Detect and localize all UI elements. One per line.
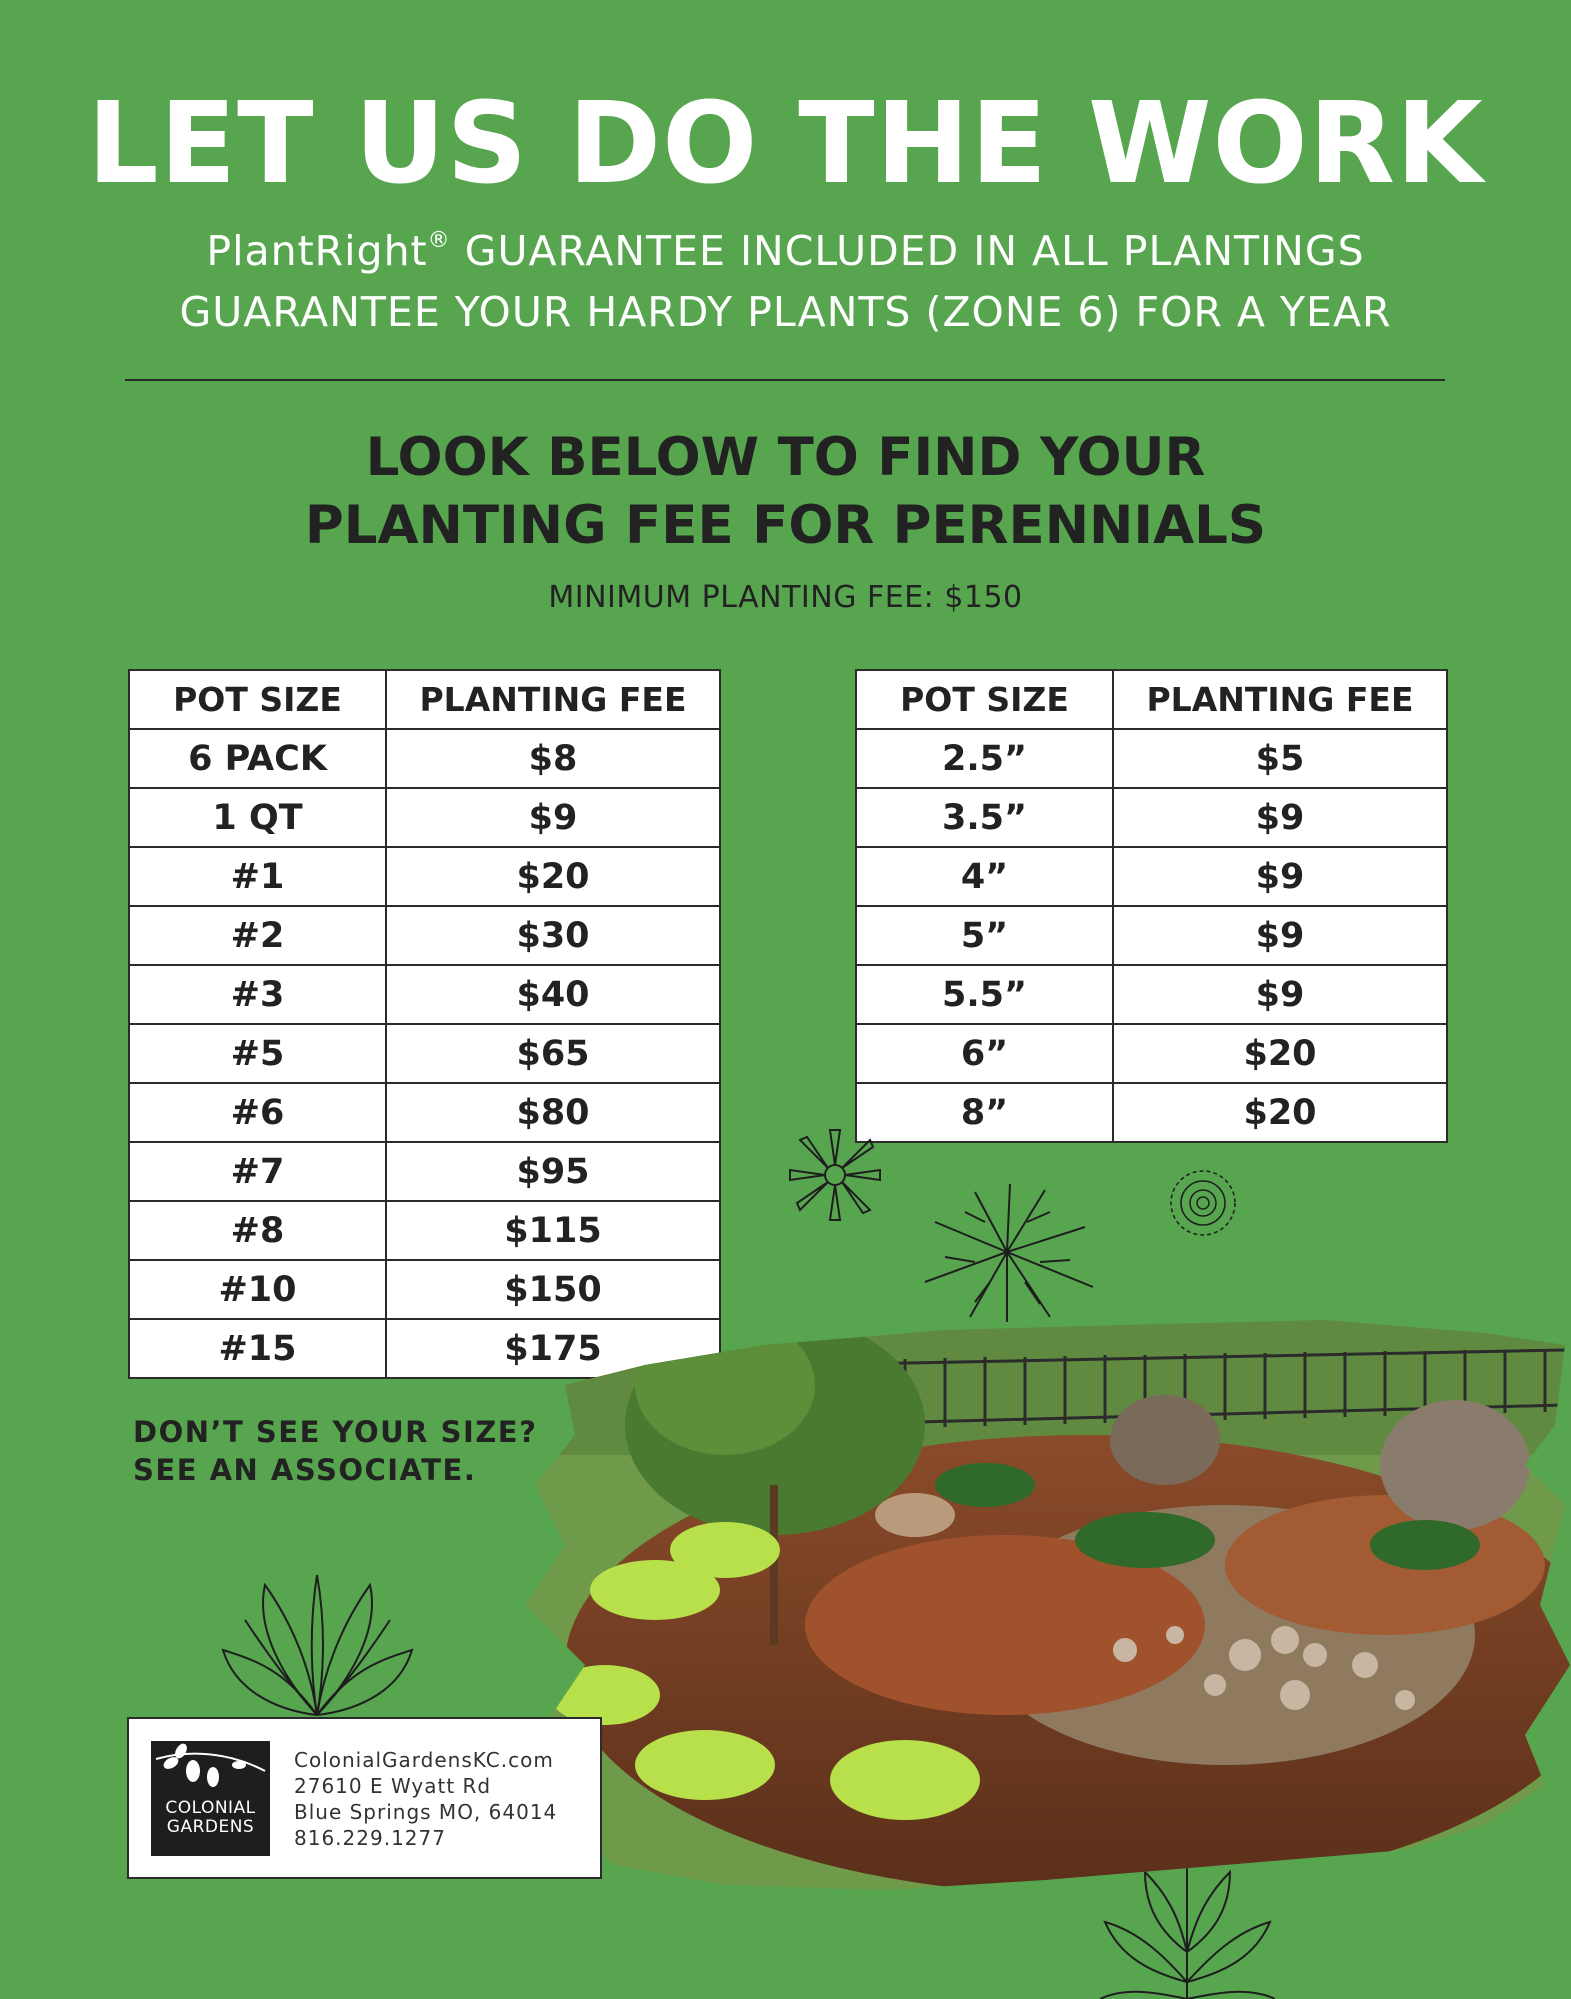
guarantee-line-1-text: GUARANTEE INCLUDED IN ALL PLANTINGS (464, 227, 1365, 275)
table-row (856, 847, 1447, 906)
page-headline: LET US DO THE WORK (87, 79, 1484, 209)
planting-fee-cell: $30 (386, 906, 720, 965)
table-row (129, 965, 720, 1024)
header-pot-size: POT SIZE (129, 670, 386, 729)
pot-size-cell: #6 (129, 1083, 386, 1142)
minimum-fee: MINIMUM PLANTING FEE: $150 (548, 580, 1023, 615)
colonial-gardens-logo (151, 1741, 270, 1856)
table-row (129, 1142, 720, 1201)
pot-size-cell: 4” (856, 847, 1113, 906)
planting-fee-cell: $9 (1113, 788, 1447, 847)
pot-size-cell: #15 (129, 1319, 386, 1378)
pot-size-cell: 6 PACK (129, 729, 386, 788)
planting-fee-cell: $80 (386, 1083, 720, 1142)
divider (125, 379, 1445, 381)
pot-size-cell: 6” (856, 1024, 1113, 1083)
street-address: 27610 E Wyatt Rd (294, 1774, 492, 1798)
pot-size-cell: 5.5” (856, 965, 1113, 1024)
guarantee-line-1 (0, 227, 1571, 275)
size-note (133, 1413, 537, 1489)
planting-fee-cell: $65 (386, 1024, 720, 1083)
branch-leaf-icon (151, 1741, 270, 1801)
planting-fee-cell: $8 (386, 729, 720, 788)
garden-photo (525, 1305, 1570, 1900)
logo-line-1: COLONIAL (165, 1798, 256, 1818)
logo-line-2: GARDENS (166, 1817, 255, 1837)
pot-size-cell: #7 (129, 1142, 386, 1201)
planting-fee-cell: $40 (386, 965, 720, 1024)
contact-box (127, 1717, 602, 1879)
pot-size-cell: #8 (129, 1201, 386, 1260)
website-link[interactable]: ColonialGardensKC.com (294, 1748, 554, 1772)
table-row (129, 1201, 720, 1260)
planting-fee-cell: $95 (386, 1142, 720, 1201)
pot-size-cell: #3 (129, 965, 386, 1024)
table-row (129, 1024, 720, 1083)
succulent-doodle-icon (215, 1570, 420, 1720)
section-title-line-2: PLANTING FEE FOR PERENNIALS (304, 495, 1267, 556)
plant-doodle-icon (785, 1125, 885, 1225)
contact-details (294, 1747, 557, 1851)
pot-size-cell: 3.5” (856, 788, 1113, 847)
table-row (856, 729, 1447, 788)
planting-fee-cell: $150 (386, 1260, 720, 1319)
header-planting-fee: PLANTING FEE (1113, 670, 1447, 729)
planting-fee-cell: $9 (1113, 847, 1447, 906)
table-row (856, 906, 1447, 965)
planting-fee-cell: $20 (1113, 1024, 1447, 1083)
planting-fee-cell: $175 (386, 1319, 720, 1378)
pot-size-cell: 2.5” (856, 729, 1113, 788)
pot-size-cell: #10 (129, 1260, 386, 1319)
planting-fee-cell: $9 (386, 788, 720, 847)
table-row (856, 965, 1447, 1024)
pot-size-cell: 1 QT (129, 788, 386, 847)
planting-fee-cell: $20 (1113, 1083, 1447, 1142)
pot-size-cell: 5” (856, 906, 1113, 965)
registered-mark: ® (427, 228, 451, 253)
table-row (856, 788, 1447, 847)
pot-size-cell: 8” (856, 1083, 1113, 1142)
planting-fee-cell: $20 (386, 847, 720, 906)
table-row (129, 906, 720, 965)
header-planting-fee: PLANTING FEE (386, 670, 720, 729)
table-row (856, 1024, 1447, 1083)
pot-size-cell: #2 (129, 906, 386, 965)
table-row (129, 847, 720, 906)
table-row (129, 729, 720, 788)
pot-size-cell: #1 (129, 847, 386, 906)
planting-fee-cell: $115 (386, 1201, 720, 1260)
size-note-line-2: SEE AN ASSOCIATE. (133, 1453, 477, 1487)
table-header-row (129, 670, 720, 729)
planting-fee-cell: $5 (1113, 729, 1447, 788)
table-row (129, 1083, 720, 1142)
flower-doodle-icon (1168, 1168, 1238, 1238)
brand-name: PlantRight (206, 227, 428, 275)
planting-fee-cell: $9 (1113, 965, 1447, 1024)
pot-size-cell: #5 (129, 1024, 386, 1083)
fee-table-small-pots (855, 669, 1448, 1143)
header-pot-size: POT SIZE (856, 670, 1113, 729)
planting-fee-cell: $9 (1113, 906, 1447, 965)
fee-table-large-pots (128, 669, 721, 1379)
table-header-row (856, 670, 1447, 729)
size-note-line-1: DON’T SEE YOUR SIZE? (133, 1415, 538, 1449)
table-row (129, 788, 720, 847)
city-address: Blue Springs MO, 64014 (294, 1800, 558, 1824)
section-title (0, 424, 1571, 560)
guarantee-line-2: GUARANTEE YOUR HARDY PLANTS (ZONE 6) FOR A YEAR (179, 288, 1392, 336)
section-title-line-1: LOOK BELOW TO FIND YOUR (365, 427, 1206, 488)
phone-number: 816.229.1277 (294, 1826, 446, 1850)
table-row (856, 1083, 1447, 1142)
